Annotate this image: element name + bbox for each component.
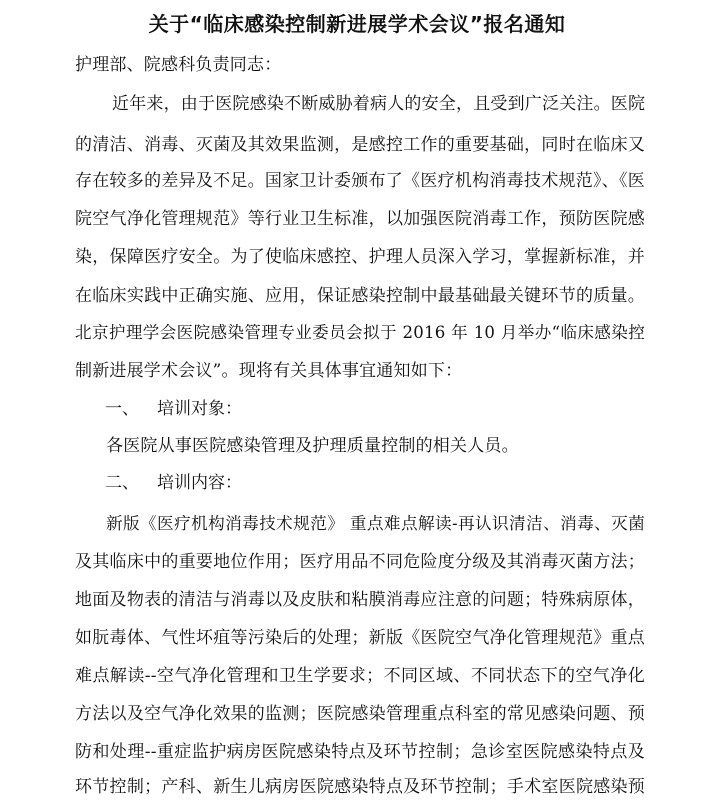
intro-line: 院空气净化管理规范》等行业卫生标准，以加强医院消毒工作，预防医院感 xyxy=(75,209,645,229)
section-heading-text: 培训对象： xyxy=(157,399,242,419)
section2-line: 新版《医疗机构消毒技术规范》 重点难点解读-再认识清洁、消毒、灭菌 xyxy=(106,514,645,533)
section-heading-text: 培训内容： xyxy=(157,473,242,493)
section2-line: 环节控制；产科、新生儿病房医院感染特点及环节控制；手术室医院感染预 xyxy=(75,777,645,797)
section1-body: 各医院从事医院感染管理及护理质量控制的相关人员。 xyxy=(106,436,519,456)
section2-line: 防和处理--重症监护病房医院感染特点及环节控制；急诊室医院感染特点及 xyxy=(75,742,645,762)
section2-line: 地面及物表的清洁与消毒以及皮肤和粘膜消毒应注意的问题；特殊病原体， xyxy=(75,590,645,610)
intro-line: 存在较多的差异及不足。国家卫计委颁布了《医疗机构消毒技术规范》、《医 xyxy=(75,171,645,191)
intro-line: 的清洁、消毒、灭菌及其效果监测，是感控工作的重要基础，同时在临床又 xyxy=(75,135,645,155)
section-number: 一、 xyxy=(105,399,139,419)
section2-line: 难点解读--空气净化管理和卫生学要求；不同区域、不同状态下的空气净化 xyxy=(75,666,645,686)
intro-line: 北京护理学会医院感染管理专业委员会拟于 2016 年 10 月举办“临床感染控 xyxy=(75,323,645,342)
intro-line: 染，保障医疗安全。为了使临床感控、护理人员深入学习，掌握新标准，并 xyxy=(75,247,645,267)
section-heading-2 xyxy=(105,471,242,495)
section2-line: 如朊毒体、气性坏疽等污染后的处理；新版《医院空气净化管理规范》重点 xyxy=(75,628,645,648)
section2-line: 方法以及空气净化效果的监测；医院感染管理重点科室的常见感染问题、预 xyxy=(75,704,645,724)
intro-line: 近年来，由于医院感染不断威胁着病人的安全，且受到广泛关注。医院 xyxy=(112,94,646,114)
section-heading-1 xyxy=(105,397,242,421)
intro-line: 制新进展学术会议”。现将有关具体事宜通知如下： xyxy=(75,361,463,381)
salutation: 护理部、院感科负责同志： xyxy=(75,55,282,75)
document-title: 关于“临床感染控制新进展学术会议”报名通知 xyxy=(148,12,566,36)
section-number: 二、 xyxy=(105,473,139,493)
section2-line: 及其临床中的重要地位作用；医疗用品不同危险度分级及其消毒灭菌方法； xyxy=(75,552,645,572)
intro-line: 在临床实践中正确实施、应用，保证感染控制中最基础最关键环节的质量。 xyxy=(75,286,645,306)
